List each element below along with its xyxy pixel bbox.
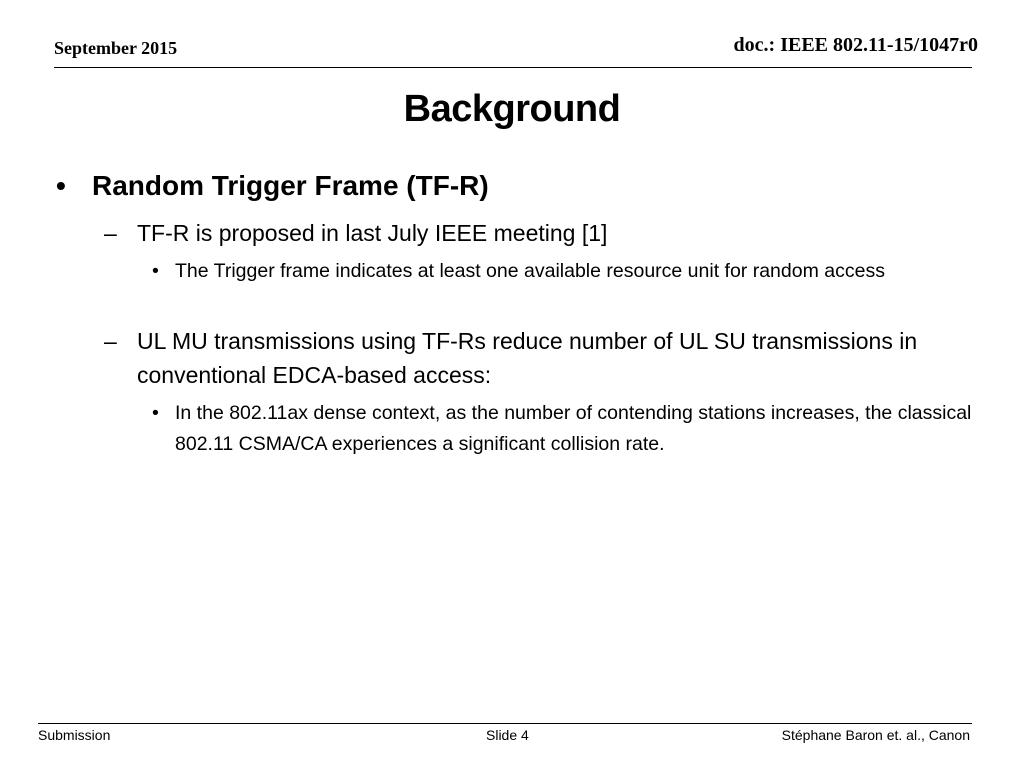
- dash-marker: –: [104, 220, 117, 246]
- footer-slide-number: Slide 4: [486, 727, 529, 743]
- footer-submission: Submission: [38, 727, 111, 743]
- footer-author: Stéphane Baron et. al., Canon: [781, 727, 970, 743]
- bullet-text: Random Trigger Frame (TF-R): [92, 170, 489, 201]
- sub-bullet-tfr-proposed: [104, 216, 984, 250]
- footer-divider: [38, 723, 972, 724]
- bullet-random-trigger-frame: [56, 170, 489, 202]
- sub-bullet-ul-mu-transmissions: [104, 324, 984, 392]
- sub-bullet-text: UL MU transmissions using TF-Rs reduce number of UL SU transmissions in conventional EDCA-based access:: [137, 328, 918, 388]
- detail-bullet-text: The Trigger frame indicates at least one available resource unit for random access: [175, 260, 885, 282]
- detail-bullet-text: In the 802.11ax dense context, as the number of contending stations increases, the classical 802.11 CSMA/CA experiences a significant collision rate.: [175, 402, 972, 455]
- dash-marker: –: [104, 328, 117, 354]
- header-divider: [54, 67, 972, 68]
- bullet-marker: •: [152, 260, 159, 282]
- header-doc-id: doc.: IEEE 802.11-15/1047r0: [733, 34, 978, 56]
- bullet-marker: •: [56, 170, 66, 201]
- sub-bullet-text: TF-R is proposed in last July IEEE meeting [1]: [137, 220, 608, 246]
- detail-bullet-dense-context: [152, 398, 972, 460]
- detail-bullet-trigger-frame: [152, 256, 972, 287]
- bullet-marker: •: [152, 402, 159, 424]
- slide-title: Background: [403, 88, 621, 130]
- header-date: September 2015: [54, 38, 178, 58]
